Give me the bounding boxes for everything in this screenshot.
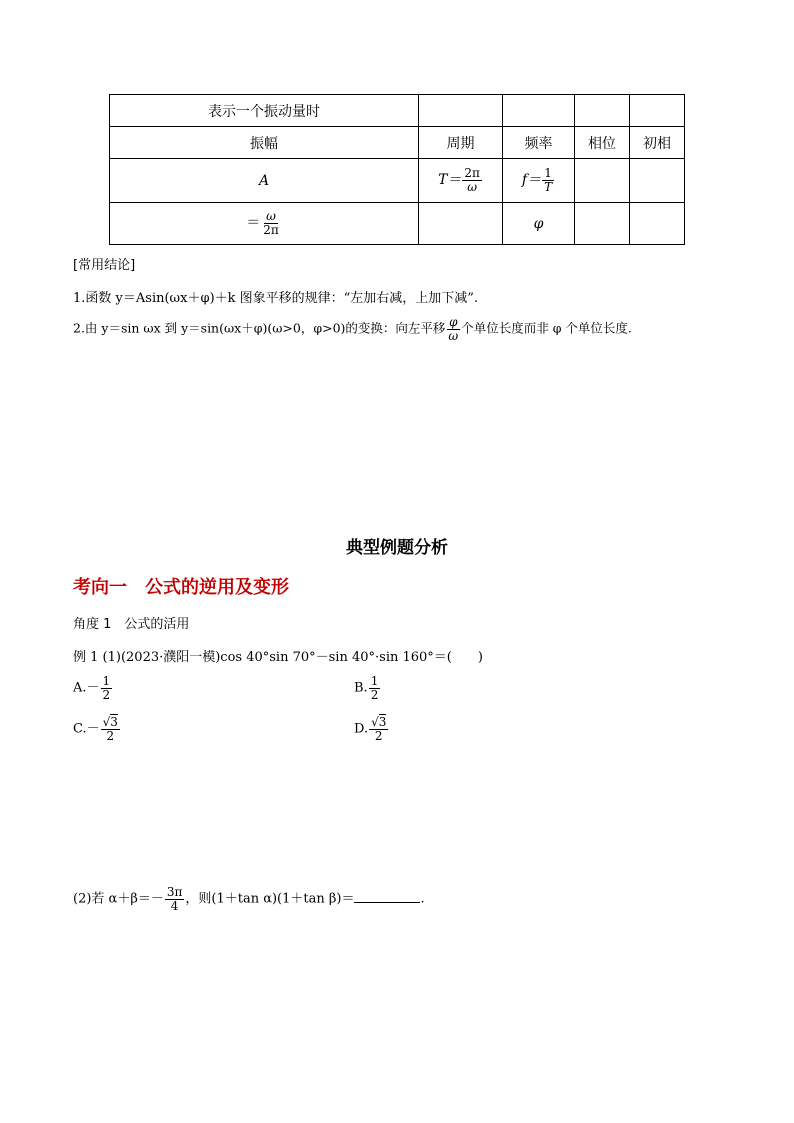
example-1-stem: 例 1 (1)(2023·濮阳一模)cos 40°sin 70°－sin 40°·sin 160°＝( ) <box>73 650 483 665</box>
cell-amplitude-a: A <box>110 159 419 203</box>
direction-title: 考向一 公式的逆用及变形 <box>73 577 289 598</box>
section-title: 典型例题分析 <box>346 538 448 558</box>
conclusion-item-1: 1.函数 y＝Asin(ωx＋φ)＋k 图象平移的规律：“左加右减，上加下减”. <box>73 291 479 306</box>
table-row <box>110 203 685 245</box>
example-1-part-2: (2)若 α＋β＝－ $\frac{3\pi}{4}$ ，则(1＋tan α)(1＋tan β)＝ . <box>73 885 425 913</box>
table-row <box>110 95 685 127</box>
col-amplitude: 振幅 <box>110 127 419 159</box>
table-row <box>110 159 685 203</box>
option-b: B. $\frac{1}{2}$ <box>354 674 379 702</box>
cell-phi: φ <box>503 203 575 245</box>
conclusions-heading: [常用结论] <box>73 258 136 273</box>
answer-blank <box>354 890 420 903</box>
table-header-vibration: 表示一个振动量时 <box>110 95 419 127</box>
option-c: C.－ $\frac{√3}{2}$ <box>73 715 118 743</box>
vibration-table <box>109 94 685 245</box>
option-d: D. $\frac{√3}{2}$ <box>354 715 387 743</box>
angle-title: 角度 1 公式的活用 <box>73 617 190 632</box>
cell-period-formula: T＝ $\frac{2\pi}{\omega}$ <box>419 159 503 203</box>
col-period: 周期 <box>419 127 503 159</box>
cell-frequency-formula: f＝ $\frac{1}{T}$ <box>503 159 575 203</box>
col-initial-phase: 初相 <box>630 127 685 159</box>
table-row <box>110 127 685 159</box>
cell-frequency-expression: ＝ $\frac{\omega}{2\pi}$ <box>110 203 419 245</box>
col-phase: 相位 <box>575 127 630 159</box>
option-a: A.－ $\frac{1}{2}$ <box>73 674 111 702</box>
conclusion-item-2: 2.由 y＝sin ωx 到 y＝sin(ωx＋φ)(ω>0，φ>0)的变换：向左平移 $\frac{\varphi}{\omega}$ 个单位长度而非 φ 个单位长度. <box>73 315 632 343</box>
col-frequency: 频率 <box>503 127 575 159</box>
